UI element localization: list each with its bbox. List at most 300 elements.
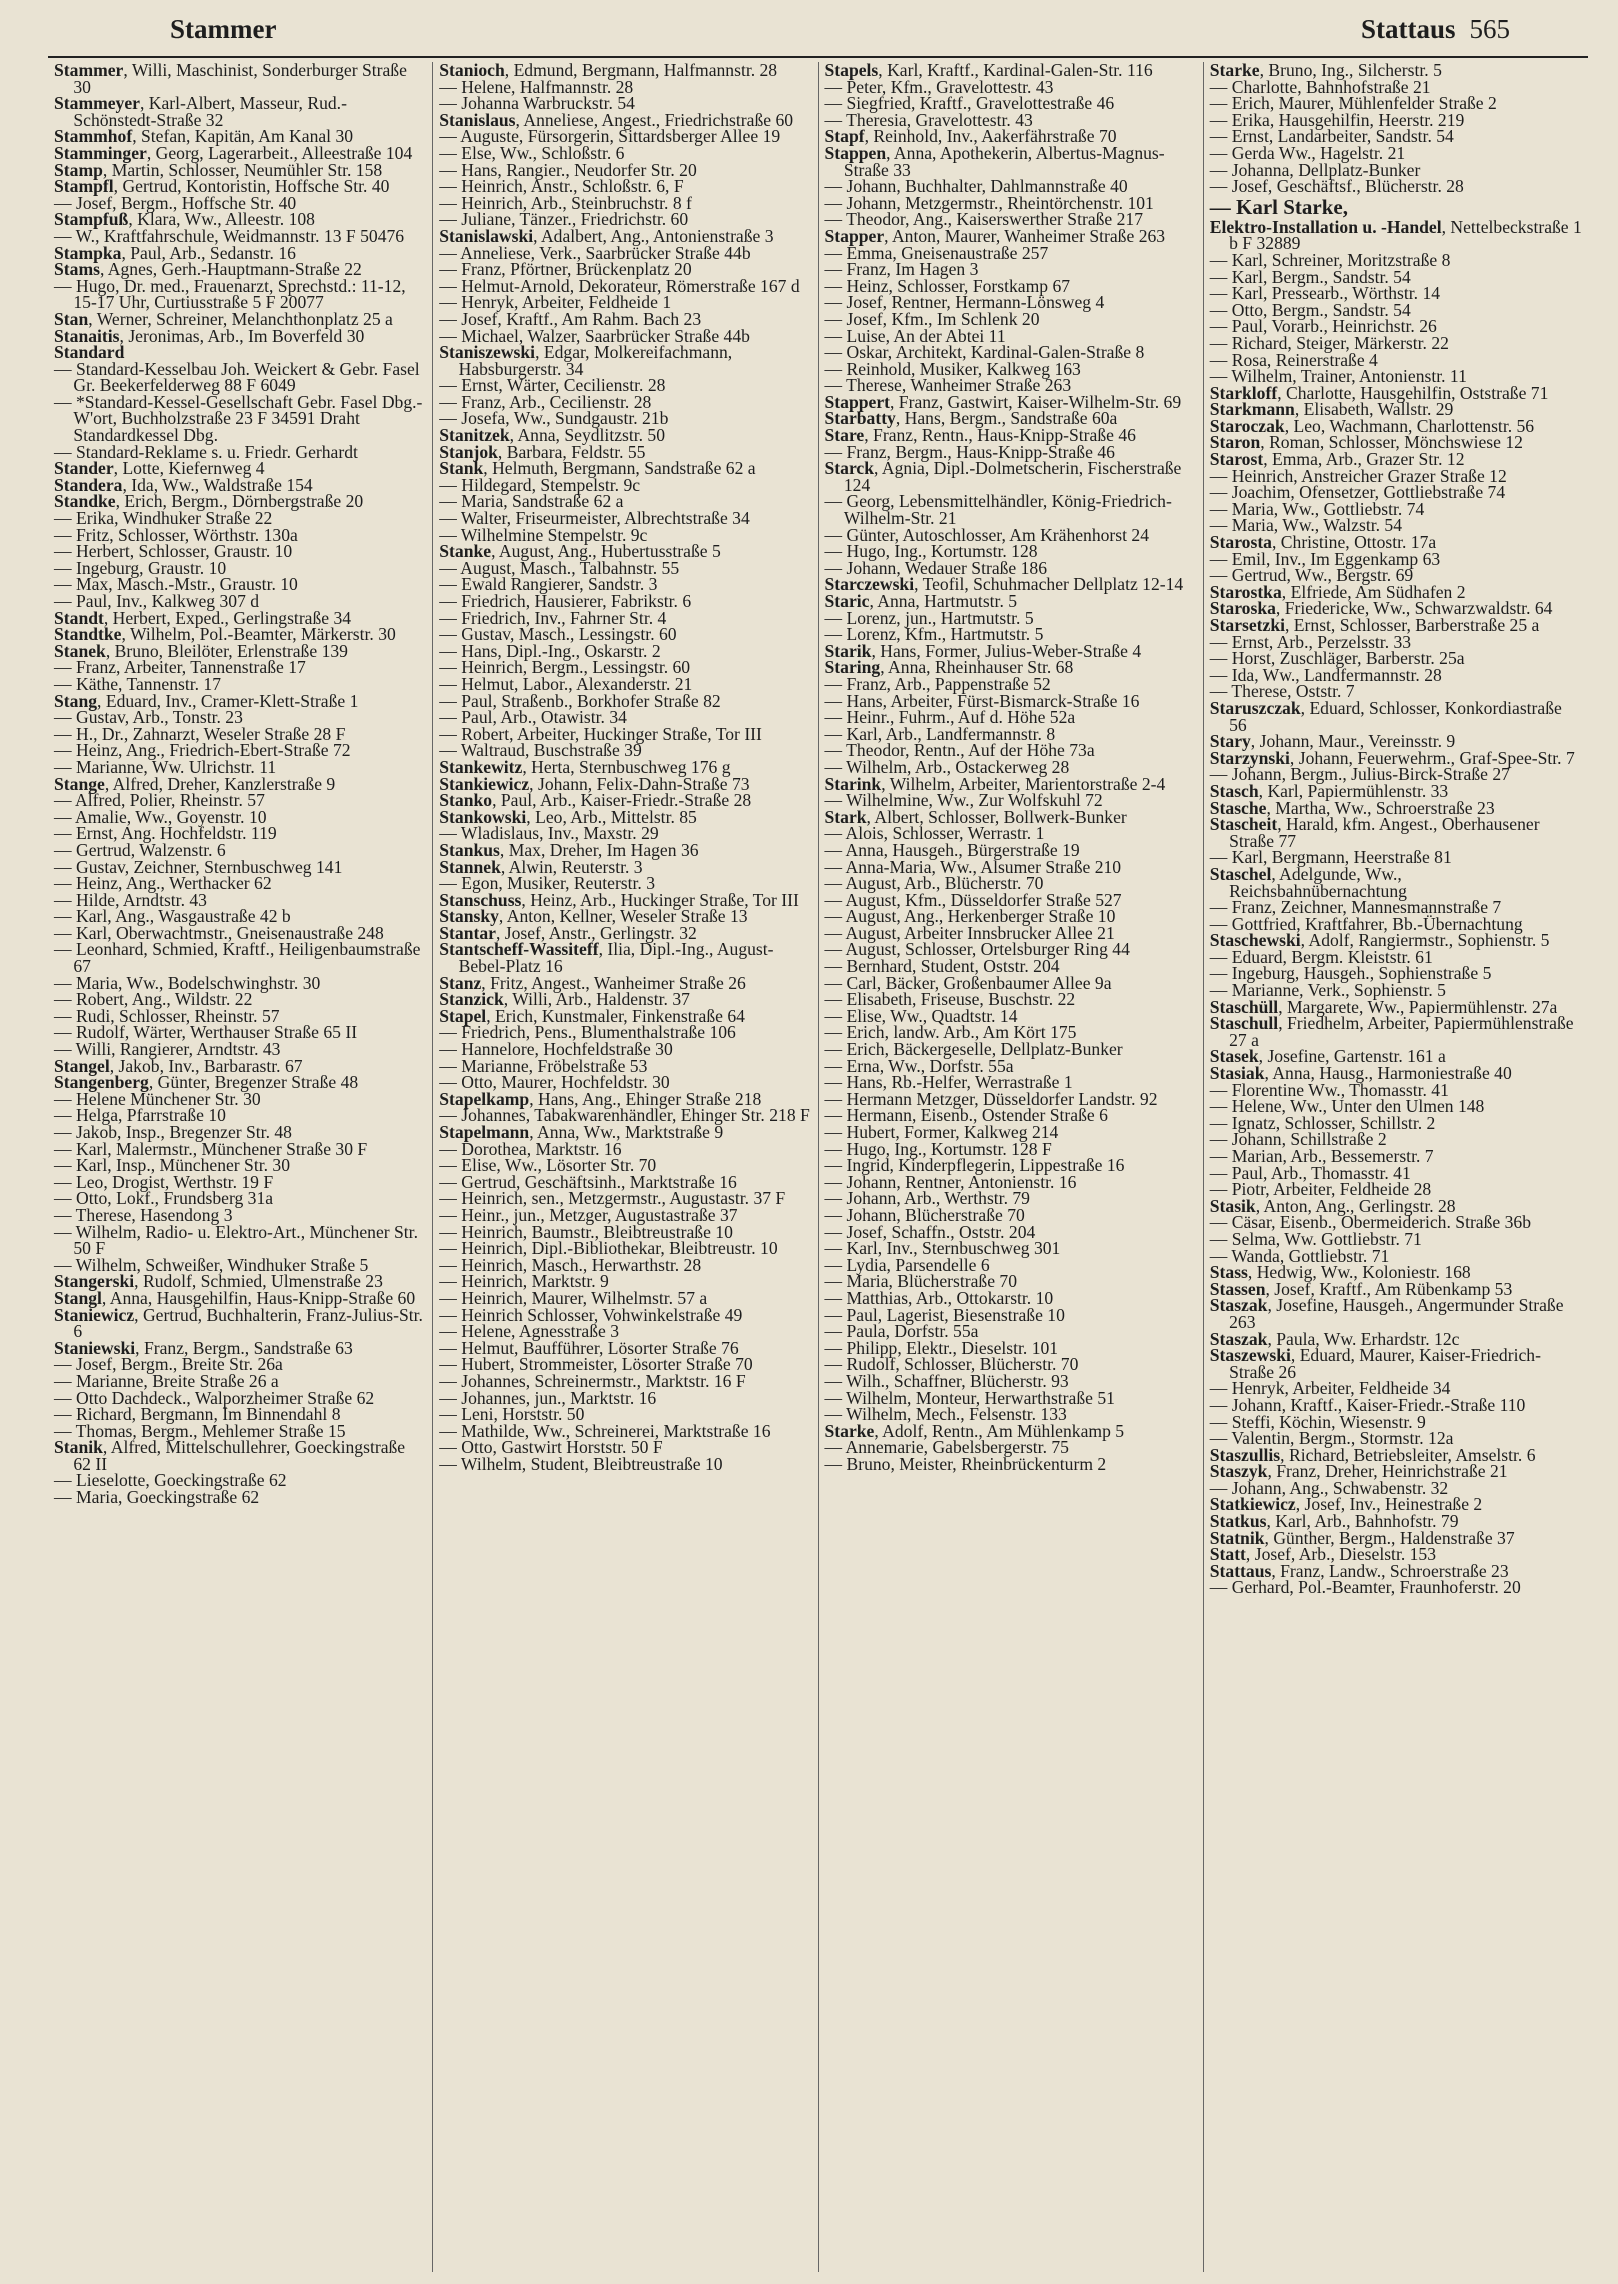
entry-surname: Starosta xyxy=(1209,532,1272,553)
directory-entry: Stapels, Karl, Kraftf., Kardinal-Galen-Str. 116 xyxy=(824,62,1153,80)
directory-entry: — Mathilde, Ww., Schreinerei, Marktstraße 16 xyxy=(439,1420,771,1441)
entry-surname: Stanitzek xyxy=(439,425,510,446)
directory-entry: — Egon, Musiker, Reuterstr. 3 xyxy=(439,873,656,894)
entry-surname: Stammeyer xyxy=(54,93,140,114)
directory-entry: — Hilde, Arndtstr. 43 xyxy=(54,889,207,910)
entry-surname: Stanislaus xyxy=(439,109,516,130)
entry-surname: Statt xyxy=(1209,1544,1246,1565)
directory-entry: Stanzick, Willi, Arb., Haldenstr. 37 xyxy=(439,989,690,1010)
directory-entry: — Johann, Arb., Werthstr. 79 xyxy=(824,1188,1030,1209)
entry-surname: Staschewski xyxy=(1209,930,1301,951)
directory-entry: — Josef, Bergm., Breite Str. 26a xyxy=(54,1354,283,1375)
directory-entry: — Rudolf, Wärter, Werthauser Straße 65 II xyxy=(54,1022,358,1043)
column-1 xyxy=(48,62,432,2272)
directory-entry: — Wilhelm, Student, Bleibtreustraße 10 xyxy=(439,1453,723,1474)
directory-entry: — Karl, Malermstr., Münchener Straße 30 F xyxy=(54,1138,368,1159)
directory-entry: Staring, Anna, Rheinhauser Str. 68 xyxy=(824,657,1074,678)
directory-entry: — Johann, Buchhalter, Dahlmannstraße 40 xyxy=(824,176,1128,197)
directory-entry: Stank, Helmuth, Bergmann, Sandstraße 62 a xyxy=(439,458,756,479)
directory-entry: — Marianne, Verk., Sophienstr. 5 xyxy=(1209,980,1446,1001)
entry-surname: Stanioch xyxy=(439,62,505,80)
directory-entry: — Erna, Ww., Dorfstr. 55a xyxy=(824,1055,1014,1076)
directory-entry: — Josef, Schaffn., Oststr. 204 xyxy=(824,1221,1036,1242)
directory-entry: Stammer, Willi, Maschinist, Sonderburger Straße 30 xyxy=(54,62,407,97)
directory-entry: Stanz, Fritz, Angest., Wanheimer Straße 26 xyxy=(439,972,746,993)
directory-entry: — Franz, Pförtner, Brückenplatz 20 xyxy=(439,259,692,280)
directory-entry: — Emil, Inv., Im Eggenkamp 63 xyxy=(1209,548,1441,569)
directory-entry: — Franz, Im Hagen 3 xyxy=(824,259,979,280)
directory-entry: — Josef, Geschäftsf., Blücherstr. 28 xyxy=(1209,176,1464,197)
directory-entry: — Erika, Hausgehilfin, Heerstr. 219 xyxy=(1209,109,1465,130)
directory-entry: — Bruno, Meister, Rheinbrückenturm 2 xyxy=(824,1453,1107,1474)
directory-entry: — Käthe, Tannenstr. 17 xyxy=(54,673,222,694)
directory-entry: — Hermann, Eisenb., Ostender Straße 6 xyxy=(824,1105,1108,1126)
directory-entry: — Piotr, Arbeiter, Feldheide 28 xyxy=(1209,1179,1432,1200)
directory-entry: Stascheit, Harald, kfm. Angest., Oberhausener Straße 77 xyxy=(1209,814,1540,851)
directory-entry: — Juliane, Tänzer., Friedrichstr. 60 xyxy=(439,209,689,230)
entry-surname: Standke xyxy=(54,491,116,512)
directory-entry: — August, Schlosser, Ortelsburger Ring 44 xyxy=(824,939,1130,960)
directory-entry: Staniewicz, Gertrud, Buchhalterin, Franz-Julius-Str. 6 xyxy=(54,1304,423,1342)
directory-entry: — Steffi, Köchin, Wiesenstr. 9 xyxy=(1209,1411,1426,1432)
directory-entry: — Siegfried, Kraftf., Gravelottestraße 46 xyxy=(824,93,1115,114)
directory-entry: Stansky, Anton, Kellner, Weseler Straße 13 xyxy=(439,906,748,927)
directory-entry: — Karl, Inv., Sternbuschweg 301 xyxy=(824,1238,1061,1259)
entry-surname: Stanik xyxy=(54,1437,103,1458)
directory-entry: Stankiewicz, Johann, Felix-Dahn-Straße 73 xyxy=(439,773,750,794)
entry-surname: Starck xyxy=(824,458,875,479)
directory-entry: — Henryk, Arbeiter, Feldheide 34 xyxy=(1209,1378,1451,1399)
directory-entry: Staszak, Paula, Ww. Erhardstr. 12c xyxy=(1209,1328,1460,1349)
directory-entry: — Wilhelmine Stempelstr. 9c xyxy=(439,524,648,545)
entry-surname: Staroska xyxy=(1209,598,1276,619)
directory-entry: Starosta, Christine, Ottostr. 17a xyxy=(1209,532,1437,553)
directory-entry: Starbatty, Hans, Bergm., Sandstraße 60a xyxy=(824,408,1118,429)
directory-entry: — Horst, Zuschläger, Barberstr. 25a xyxy=(1209,648,1465,669)
directory-entry: — Maria, Ww., Bodelschwinghstr. 30 xyxy=(54,972,321,993)
directory-entry: — Johanna Warbruckstr. 54 xyxy=(439,93,635,114)
directory-entry: Stannek, Alwin, Reuterstr. 3 xyxy=(439,856,643,877)
directory-entry: Stasek, Josefine, Gartenstr. 161 a xyxy=(1209,1046,1446,1067)
directory-entry: — Annemarie, Gabelsbergerstr. 75 xyxy=(824,1437,1069,1458)
directory-entry: — Lorenz, Kfm., Hartmutstr. 5 xyxy=(824,624,1044,645)
directory-entry: Staszak, Josefine, Hausgeh., Angermunder Straße 263 xyxy=(1209,1295,1564,1332)
directory-entry: — Paul, Vorarb., Heinrichstr. 26 xyxy=(1209,316,1437,337)
directory-entry: Starsetzki, Ernst, Schlosser, Barberstraße 25 a xyxy=(1209,615,1540,635)
directory-entry: Stantscheff-Wassiteff, Ilia, Dipl.-Ing., August-Bebel-Platz 16 xyxy=(439,939,774,977)
page-header xyxy=(170,14,1510,54)
entry-surname: Staschull xyxy=(1209,1013,1279,1034)
directory-entry: — August, Arb., Blücherstr. 70 xyxy=(824,873,1044,894)
directory-entry: Stanjok, Barbara, Feldstr. 55 xyxy=(439,441,646,462)
directory-entry: — Günter, Autoschlosser, Am Krähenhorst 24 xyxy=(824,524,1150,545)
directory-entry: Stan, Werner, Schreiner, Melanchthonplatz 25 a xyxy=(54,308,393,329)
directory-entry: — Johanna, Dellplatz-Bunker xyxy=(1209,159,1421,180)
entry-surname: Stammhof xyxy=(54,126,133,147)
directory-entry: Stapelkamp, Hans, Ang., Ehinger Straße 218 xyxy=(439,1088,762,1109)
entry-surname: Stascheit xyxy=(1209,814,1278,835)
directory-entry: — Heinz, Ang., Werthacker 62 xyxy=(54,873,272,894)
directory-entry: — Otto, Maurer, Hochfeldstr. 30 xyxy=(439,1072,670,1093)
directory-entry: — Hans, Rb.-Helfer, Werrastraße 1 xyxy=(824,1072,1073,1093)
directory-entry: — Josef, Kfm., Im Schlenk 20 xyxy=(824,308,1040,329)
directory-entry: — Johann, Wedauer Straße 186 xyxy=(824,557,1048,578)
directory-entry: — Paul, Inv., Kalkweg 307 d xyxy=(54,591,260,611)
directory-entry: — Karl, Oberwachtmstr., Gneisenaustraße 248 xyxy=(54,922,384,943)
entry-surname: Stassen xyxy=(1209,1278,1266,1299)
directory-entry: Stasik, Anton, Ang., Gerlingstr. 28 xyxy=(1209,1195,1456,1216)
directory-entry: — Else, Ww., Schloßstr. 6 xyxy=(439,142,625,163)
directory-entry: Statkiewicz, Josef, Inv., Heinestraße 2 xyxy=(1209,1494,1483,1515)
entry-surname: Stansky xyxy=(439,906,499,927)
entry-surname: Statkus xyxy=(1209,1511,1267,1532)
entry-surname: Stapper xyxy=(824,225,885,246)
directory-entry: — Hans, Rangier., Neudorfer Str. 20 xyxy=(439,159,697,180)
directory-entry: Starostka, Elfriede, Am Südhafen 2 xyxy=(1209,581,1466,602)
directory-entry: Stapelmann, Anna, Ww., Marktstraße 9 xyxy=(439,1122,724,1142)
directory-entry: Stasch, Karl, Papiermühlenstr. 33 xyxy=(1209,780,1449,801)
directory-entry: Staszullis, Richard, Betriebsleiter, Amselstr. 6 xyxy=(1209,1444,1536,1465)
directory-entry: — Gustav, Arb., Tonstr. 23 xyxy=(54,707,243,728)
directory-entry: — Michael, Walzer, Saarbrücker Straße 44b xyxy=(439,325,750,346)
entry-surname: Staniewski xyxy=(54,1337,136,1358)
directory-entry: — Johannes, Tabakwarenhändler, Ehinger Str. 218 F xyxy=(439,1105,810,1126)
directory-entry: Starczewski, Teofil, Schuhmacher Dellplatz 12-14 xyxy=(824,574,1184,595)
entry-surname: Standtke xyxy=(54,624,122,645)
directory-entry: — Heinr., Fuhrm., Auf d. Höhe 52a xyxy=(824,707,1076,728)
directory-entry: Starost, Emma, Arb., Grazer Str. 12 xyxy=(1209,449,1465,470)
running-head-right xyxy=(1361,14,1510,45)
directory-entry: — Marianne, Ww. Ulrichstr. 11 xyxy=(54,756,277,777)
entry-surname: Staric xyxy=(824,591,870,611)
entry-surname: Starczewski xyxy=(824,574,915,595)
directory-entry: — Wilhelm, Arb., Ostackerweg 28 xyxy=(824,756,1070,777)
directory-entry: — Johann, Metzgermstr., Rheintörchenstr. 101 xyxy=(824,192,1154,213)
entry-surname: Starik xyxy=(824,640,872,661)
directory-entry: Stammeyer, Karl-Albert, Masseur, Rud.-Schönstedt-Straße 32 xyxy=(54,93,347,130)
directory-entry: Stange, Alfred, Dreher, Kanzlerstraße 9 xyxy=(54,773,336,794)
directory-entry: — Wilhelmine, Ww., Zur Wolfskuhl 72 xyxy=(824,790,1103,811)
directory-entry: Staschüll, Margarete, Ww., Papiermühlenstr. 27a xyxy=(1209,996,1558,1017)
entry-surname: Stamminger xyxy=(54,142,147,163)
entry-surname: Starke xyxy=(1209,62,1260,80)
directory-entry: — Erich, landw. Arb., Am Kört 175 xyxy=(824,1022,1077,1043)
directory-entry: — Herbert, Schlosser, Graustr. 10 xyxy=(54,541,293,562)
directory-entry: Stasche, Martha, Ww., Schroerstraße 23 xyxy=(1209,797,1495,818)
running-head-left: Stammer xyxy=(170,14,277,44)
directory-entry: — Helene, Halfmannstr. 28 xyxy=(439,76,634,97)
directory-entry: Staszewski, Eduard, Maurer, Kaiser-Friedrich-Straße 26 xyxy=(1209,1345,1541,1382)
entry-surname: Stanaitis xyxy=(54,325,120,346)
directory-entry: — Wilhelm, Trainer, Antonienstr. 11 xyxy=(1209,366,1467,387)
directory-entry: — Selma, Ww. Gottliebstr. 71 xyxy=(1209,1228,1422,1249)
directory-entry: Standt, Herbert, Exped., Gerlingstraße 34 xyxy=(54,607,352,628)
directory-entry: — Gerhard, Pol.-Beamter, Fraunhoferstr. 20 xyxy=(1209,1577,1521,1598)
directory-entry: — Therese, Oststr. 7 xyxy=(1209,681,1355,702)
directory-entry: — August, Ang., Herkenberger Straße 10 xyxy=(824,906,1116,927)
directory-entry: Starink, Wilhelm, Arbeiter, Marientorstraße 2-4 xyxy=(824,773,1166,794)
directory-entry: — Amalie, Ww., Goyenstr. 10 xyxy=(54,806,267,827)
directory-entry: — Charlotte, Bahnhofstraße 21 xyxy=(1209,76,1431,97)
directory-entry: — Johann, Blücherstraße 70 xyxy=(824,1204,1025,1225)
directory-entry: — Wilhelm, Mech., Felsenstr. 133 xyxy=(824,1404,1067,1425)
directory-entry: — Ingeburg, Hausgeh., Sophienstraße 5 xyxy=(1209,963,1492,984)
directory-entry: Stampka, Paul, Arb., Sedanstr. 16 xyxy=(54,242,296,263)
directory-entry: — Hans, Arbeiter, Fürst-Bismarck-Straße 16 xyxy=(824,690,1140,711)
directory-entry: — Valentin, Bergm., Stormstr. 12a xyxy=(1209,1428,1454,1449)
directory-entry: — Wilh., Schaffner, Blücherstr. 93 xyxy=(824,1370,1069,1391)
entry-surname: Standera xyxy=(54,474,123,495)
directory-entry: — Hubert, Strommeister, Lösorter Straße 70 xyxy=(439,1354,753,1375)
directory-entry: — Heinrich, Marktstr. 9 xyxy=(439,1271,609,1292)
directory-entry: Stanek, Bruno, Bleilöter, Erlenstraße 139 xyxy=(54,640,348,661)
directory-entry: — Helmut-Arnold, Dekorateur, Römerstraße 167 d xyxy=(439,275,800,296)
entry-surname: Stank xyxy=(439,458,484,479)
directory-entry: — Heinrich, Maurer, Wilhelmstr. 57 a xyxy=(439,1287,708,1308)
directory-entry: — Peter, Kfm., Gravelottestr. 43 xyxy=(824,76,1054,97)
directory-entry: — Josef, Rentner, Hermann-Lönsweg 4 xyxy=(824,292,1105,313)
directory-entry: — Willi, Rangierer, Arndtstr. 43 xyxy=(54,1039,281,1060)
directory-entry: — Franz, Arb., Cecilienstr. 28 xyxy=(439,391,652,412)
directory-entry: — Franz, Bergm., Haus-Knipp-Straße 46 xyxy=(824,441,1115,462)
directory-entry: — Theresia, Gravelottestr. 43 xyxy=(824,109,1033,130)
directory-entry: — Gustav, Zeichner, Sternbuschweg 141 xyxy=(54,856,343,877)
directory-entry: Starkloff, Charlotte, Hausgehilfin, Oststraße 71 xyxy=(1209,382,1549,403)
directory-entry: — Karl, Bergmann, Heerstraße 81 xyxy=(1209,847,1452,868)
directory-entry: — Alois, Schlosser, Werrastr. 1 xyxy=(824,823,1045,844)
directory-entry: Stankus, Max, Dreher, Im Hagen 36 xyxy=(439,839,699,860)
directory-entry: Stangel, Jakob, Inv., Barbarastr. 67 xyxy=(54,1055,303,1076)
entry-surname: Stankewitz xyxy=(439,756,523,777)
directory-entry: — Waltraud, Buschstraße 39 xyxy=(439,740,642,761)
directory-entry: — Hildegard, Stempelstr. 9c xyxy=(439,474,641,495)
directory-entry: — Carl, Bäcker, Großenbaumer Allee 9a xyxy=(824,972,1112,993)
directory-entry: Stanschuss, Heinz, Arb., Huckinger Straße, Tor III xyxy=(439,889,799,910)
entry-surname: Stammer xyxy=(54,62,124,80)
directory-entry: — Hugo, Ing., Kortumstr. 128 xyxy=(824,541,1038,562)
directory-entry: — Helmut, Labor., Alexanderstr. 21 xyxy=(439,673,693,694)
directory-entry: — Friedrich, Hausierer, Fabrikstr. 6 xyxy=(439,591,692,611)
directory-entry: — Otto, Lokf., Frundsberg 31a xyxy=(54,1188,274,1209)
entry-surname: Stapels xyxy=(824,62,879,80)
directory-entry: — Paul, Lagerist, Biesenstraße 10 xyxy=(824,1304,1065,1325)
directory-entry: — Thomas, Bergm., Mehlemer Straße 15 xyxy=(54,1420,346,1441)
directory-entry: — Friedrich, Inv., Fahrner Str. 4 xyxy=(439,607,667,628)
directory-entry: Stasiak, Anna, Hausg., Harmoniestraße 40 xyxy=(1209,1063,1512,1084)
directory-entry: — Leo, Drogist, Werthstr. 19 F xyxy=(54,1171,274,1192)
directory-entry: Stang, Eduard, Inv., Cramer-Klett-Straße 1 xyxy=(54,690,359,711)
directory-entry: Stampfuß, Klara, Ww., Alleestr. 108 xyxy=(54,209,315,230)
entry-surname: Stass xyxy=(1209,1262,1248,1283)
directory-entry: — Ernst, Landarbeiter, Sandstr. 54 xyxy=(1209,126,1454,147)
entry-surname: Staniewicz xyxy=(54,1304,135,1325)
directory-entry: — Maria, Ww., Gottliebstr. 74 xyxy=(1209,498,1425,519)
directory-entry: — Johann, Schillstraße 2 xyxy=(1209,1129,1387,1150)
directory-entry: — Heinz, Schlosser, Forstkamp 67 xyxy=(824,275,1071,296)
directory-entry: — Franz, Arb., Pappenstraße 52 xyxy=(824,673,1051,694)
directory-entry: — Elisabeth, Friseuse, Buschstr. 22 xyxy=(824,989,1076,1010)
directory-entry: Elektro-Installation u. -Handel, Nettelbeckstraße 1 b F 32889 xyxy=(1209,216,1582,254)
directory-entry: Staszyk, Franz, Dreher, Heinrichstraße 21 xyxy=(1209,1461,1508,1482)
directory-entry: — Therese, Wanheimer Straße 263 xyxy=(824,375,1072,396)
entry-surname: Stanschuss xyxy=(439,889,522,910)
directory-entry: — Wladislaus, Inv., Maxstr. 29 xyxy=(439,823,659,844)
directory-entry: — Helene, Agnesstraße 3 xyxy=(439,1321,620,1342)
entry-surname: Statnik xyxy=(1209,1527,1265,1548)
directory-entry: — Florentine Ww., Thomasstr. 41 xyxy=(1209,1079,1449,1100)
directory-entry: — H., Dr., Zahnarzt, Weseler Straße 28 F xyxy=(54,723,346,744)
directory-entry: — Heinrich, Anstreicher Grazer Straße 12 xyxy=(1209,465,1507,486)
entry-surname: Stanzick xyxy=(439,989,504,1010)
directory-entry: — Cäsar, Eisenb., Obermeiderich. Straße 36b xyxy=(1209,1212,1532,1233)
directory-entry: Starkmann, Elisabeth, Wallstr. 29 xyxy=(1209,399,1454,420)
directory-entry: — Gustav, Masch., Lessingstr. 60 xyxy=(439,624,677,645)
entry-surname: Stasik xyxy=(1209,1195,1256,1216)
directory-entry: Stanaitis, Jeronimas, Arb., Im Boverfeld 30 xyxy=(54,325,365,346)
entry-surname: Starsetzki xyxy=(1209,615,1285,635)
directory-entry: — Dorothea, Marktstr. 16 xyxy=(439,1138,622,1159)
directory-entry: — Paul, Arb., Thomasstr. 41 xyxy=(1209,1162,1411,1183)
directory-entry: — Therese, Hasendong 3 xyxy=(54,1204,233,1225)
directory-entry: Stapf, Reinhold, Inv., Aakerfährstraße 70 xyxy=(824,126,1117,147)
directory-entry: Starke, Bruno, Ing., Silcherstr. 5 xyxy=(1209,62,1442,80)
directory-entry: — Hermann Metzger, Düsseldorfer Landstr. 92 xyxy=(824,1088,1158,1109)
directory-entry: Stapper, Anton, Maurer, Wanheimer Straße 263 xyxy=(824,225,1166,246)
directory-entry: — Johannes, jun., Marktstr. 16 xyxy=(439,1387,657,1408)
directory-entry: — August, Kfm., Düsseldorfer Straße 527 xyxy=(824,889,1122,910)
directory-entry: Starck, Agnia, Dipl.-Dolmetscherin, Fischerstraße 124 xyxy=(824,458,1182,495)
directory-entry: — Leni, Horststr. 50 xyxy=(439,1404,585,1425)
entry-surname: Stangl xyxy=(54,1287,102,1308)
entry-surname: Stangenberg xyxy=(54,1072,149,1093)
directory-entry: Staschewski, Adolf, Rangiermstr., Sophienstr. 5 xyxy=(1209,930,1550,951)
directory-entry: — Oskar, Architekt, Kardinal-Galen-Straße 8 xyxy=(824,342,1145,363)
directory-entry: — Philipp, Elektr., Dieselstr. 101 xyxy=(824,1337,1059,1358)
directory-entry: Stanislawski, Adalbert, Ang., Antonienstraße 3 xyxy=(439,225,774,246)
entry-surname: Stattaus xyxy=(1209,1560,1272,1581)
directory-entry: — Erika, Windhuker Straße 22 xyxy=(54,508,273,529)
directory-entry: Standera, Ida, Ww., Waldstraße 154 xyxy=(54,474,313,495)
directory-entry: — Marianne, Breite Straße 26 a xyxy=(54,1370,279,1391)
directory-entry: Starke, Adolf, Rentn., Am Mühlenkamp 5 xyxy=(824,1420,1125,1441)
directory-entry: — Heinrich Schlosser, Vohwinkelstraße 49 xyxy=(439,1304,743,1325)
directory-entry: — Josef, Bergm., Hoffsche Str. 40 xyxy=(54,192,297,213)
directory-entry: — Johann, Rentner, Antonienstr. 16 xyxy=(824,1171,1077,1192)
directory-entry: — Heinrich, sen., Metzgermstr., Augustastr. 37 F xyxy=(439,1188,786,1209)
directory-entry: — Erich, Maurer, Mühlenfelder Straße 2 xyxy=(1209,93,1497,114)
directory-entry: — Heinrich, Dipl.-Bibliothekar, Bleibtreustr. 10 xyxy=(439,1238,778,1259)
directory-entry: — Karl Starke, xyxy=(1209,194,1348,219)
directory-columns xyxy=(48,62,1588,2272)
directory-entry: — Maria, Sandstraße 62 a xyxy=(439,491,624,512)
directory-entry: — Hans, Dipl.-Ing., Oskarstr. 2 xyxy=(439,640,661,661)
directory-entry: — Gerda Ww., Hagelstr. 21 xyxy=(1209,142,1406,163)
directory-entry: — Karl, Insp., Münchener Str. 30 xyxy=(54,1155,291,1176)
directory-entry: Stammhof, Stefan, Kapitän, Am Kanal 30 xyxy=(54,126,354,147)
directory-entry: — Josefa, Ww., Sundgaustr. 21b xyxy=(439,408,669,429)
entry-surname: Stangel xyxy=(54,1055,110,1076)
directory-entry: — Elise, Ww., Lösorter Str. 70 xyxy=(439,1155,657,1176)
directory-entry: — Ernst, Arb., Perzelsstr. 33 xyxy=(1209,631,1412,652)
entry-surname: Starkloff xyxy=(1209,382,1278,403)
directory-entry: — Helene, Ww., Unter den Ulmen 148 xyxy=(1209,1096,1485,1117)
entry-surname: Staszullis xyxy=(1209,1444,1281,1465)
entry-surname: Staszyk xyxy=(1209,1461,1268,1482)
entry-surname: Stapelmann xyxy=(439,1122,530,1142)
directory-entry: Staroczak, Leo, Wachmann, Charlottenstr. 56 xyxy=(1209,415,1535,436)
directory-entry: — Lieselotte, Goeckingstraße 62 xyxy=(54,1470,287,1491)
entry-surname: Stasek xyxy=(1209,1046,1259,1067)
entry-surname: Stanke xyxy=(439,541,492,562)
directory-entry: Staruszczak, Eduard, Schlosser, Konkordiastraße 56 xyxy=(1209,697,1562,735)
entry-surname: Stanko xyxy=(439,790,493,811)
entry-surname: Staring xyxy=(824,657,881,678)
directory-entry: — Otto Dachdeck., Walporzheimer Straße 62 xyxy=(54,1387,375,1408)
directory-entry: — Wilhelm, Schweißer, Windhuker Straße 5 xyxy=(54,1254,369,1275)
directory-entry: — Anneliese, Verk., Saarbrücker Straße 44b xyxy=(439,242,751,263)
directory-entry: Stams, Agnes, Gerh.-Hauptmann-Straße 22 xyxy=(54,259,362,280)
directory-entry: Staron, Roman, Schlosser, Mönchswiese 12 xyxy=(1209,432,1523,453)
directory-entry: — Johann, Bergm., Julius-Birck-Straße 27 xyxy=(1209,764,1510,785)
entry-surname: Staschel xyxy=(1209,863,1272,884)
directory-entry: — Ida, Ww., Landfermannstr. 28 xyxy=(1209,664,1442,685)
directory-entry: — Ignatz, Schlosser, Schillstr. 2 xyxy=(1209,1112,1436,1133)
directory-entry: — Helene Münchener Str. 30 xyxy=(54,1088,261,1109)
page-number: 565 xyxy=(1469,14,1510,44)
directory-entry: — Richard, Bergmann, Im Binnendahl 8 xyxy=(54,1404,341,1425)
directory-entry: — Johann, Ang., Schwabenstr. 32 xyxy=(1209,1477,1449,1498)
entry-surname: Starink xyxy=(824,773,882,794)
directory-entry: — Karl, Pressearb., Wörthstr. 14 xyxy=(1209,283,1441,304)
directory-entry: — Jakob, Insp., Bregenzer Str. 48 xyxy=(54,1122,292,1142)
directory-entry: Stampfl, Gertrud, Kontoristin, Hoffsche Str. 40 xyxy=(54,176,390,197)
directory-entry: — Marian, Arb., Bessemerstr. 7 xyxy=(1209,1146,1434,1166)
entry-surname: Stang xyxy=(54,690,98,711)
directory-entry: — Rosa, Reinerstraße 4 xyxy=(1209,349,1378,370)
directory-entry: Stappert, Franz, Gastwirt, Kaiser-Wilhelm-Str. 69 xyxy=(824,391,1182,412)
directory-entry: — Heinrich, Anstr., Schloßstr. 6, F xyxy=(439,176,684,197)
directory-entry: — Josef, Kraftf., Am Rahm. Bach 23 xyxy=(439,308,702,329)
directory-entry: Stamp, Martin, Schlosser, Neumühler Str. 158 xyxy=(54,159,383,180)
entry-surname: Staron xyxy=(1209,432,1261,453)
entry-surname: Staniszewski xyxy=(439,342,536,363)
entry-surname: Stange xyxy=(54,773,105,794)
directory-entry: Stankewitz, Herta, Sternbuschweg 176 g xyxy=(439,756,731,777)
directory-entry: Stappen, Anna, Apothekerin, Albertus-Magnus-Straße 33 xyxy=(824,142,1165,180)
directory-entry: — Anna-Maria, Ww., Alsumer Straße 210 xyxy=(824,856,1122,877)
directory-entry: — Gertrud, Geschäftsinh., Marktstraße 16 xyxy=(439,1171,737,1192)
directory-entry: — Paul, Arb., Otawistr. 34 xyxy=(439,707,627,728)
entry-surname: Stary xyxy=(1209,731,1251,752)
directory-entry: Staschull, Friedhelm, Arbeiter, Papiermühlenstraße 27 a xyxy=(1209,1013,1574,1050)
directory-entry: — Ewald Rangierer, Sandstr. 3 xyxy=(439,574,658,595)
directory-entry: — Karl, Ang., Wasgaustraße 42 b xyxy=(54,906,291,927)
directory-entry: — Karl, Arb., Landfermannstr. 8 xyxy=(824,723,1056,744)
entry-surname: Staruszczak xyxy=(1209,697,1301,718)
entry-surname: Stanz xyxy=(439,972,482,993)
directory-entry: — Johannes, Schreinermstr., Marktstr. 16 F xyxy=(439,1370,746,1391)
header-rule xyxy=(48,56,1588,58)
directory-entry: Stanislaus, Anneliese, Angest., Friedrichstraße 60 xyxy=(439,109,794,130)
directory-entry: Stark, Albert, Schlosser, Bollwerk-Bunker xyxy=(824,806,1127,827)
directory-entry: Stamminger, Georg, Lagerarbeit., Alleestraße 104 xyxy=(54,142,413,163)
directory-entry: Stantar, Josef, Anstr., Gerlingstr. 32 xyxy=(439,922,697,943)
directory-entry: — Hannelore, Hochfeldstraße 30 xyxy=(439,1039,673,1060)
directory-entry: — Standard-Kesselbau Joh. Weickert & Gebr. Fasel Gr. Beekerfelderweg 88 F 6049 xyxy=(54,358,420,396)
directory-entry: — Anna, Hausgeh., Bürgerstraße 19 xyxy=(824,839,1080,860)
entry-surname: Stanislawski xyxy=(439,225,534,246)
entry-surname: Stampfuß xyxy=(54,209,129,230)
